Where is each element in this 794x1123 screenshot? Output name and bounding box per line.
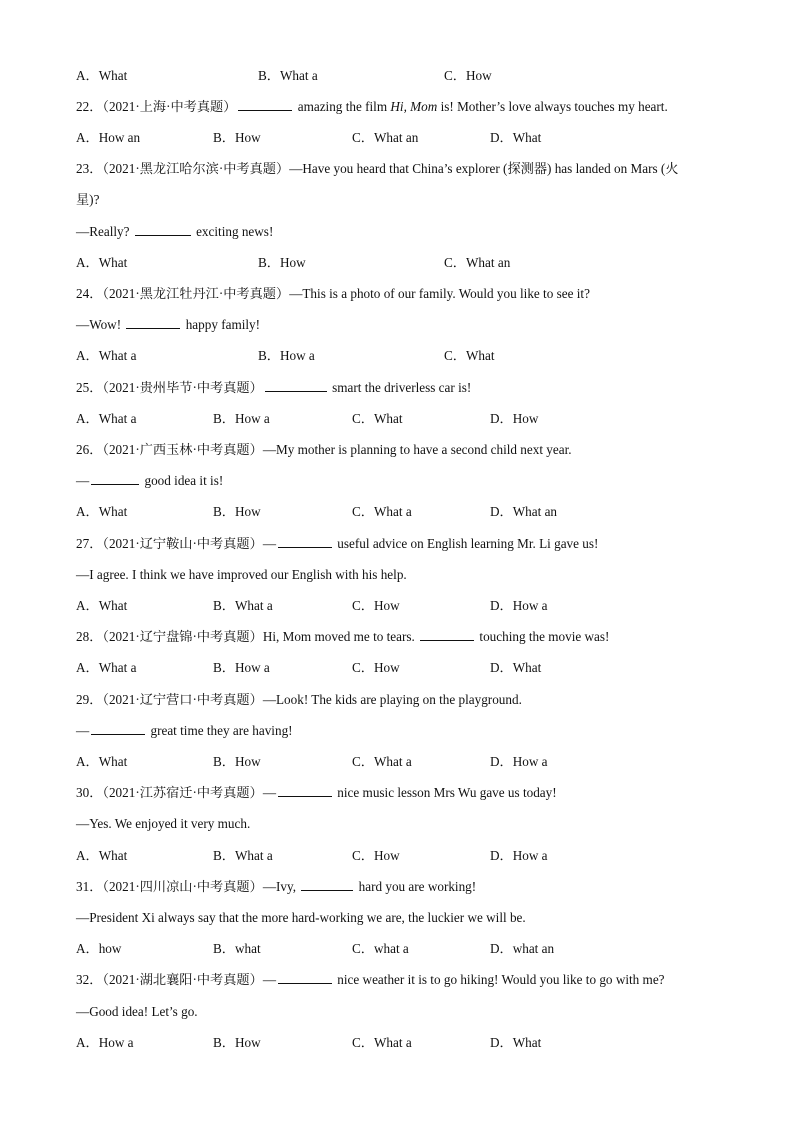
- option-b: B．What a: [213, 598, 273, 613]
- option-c: C．What an: [444, 255, 511, 270]
- option-a: A．What: [76, 754, 128, 769]
- question-25: 25．（2021·贵州毕节·中考真题） smart the driverless car is!: [76, 380, 472, 395]
- option-a: A．What: [76, 598, 128, 613]
- question-source: （2021·贵州毕节·中考真题）: [102, 380, 263, 395]
- option-c: C．What a: [352, 754, 412, 769]
- question-source: （2021·黑龙江牡丹江·中考真题）: [102, 286, 290, 301]
- answer-blank: [278, 972, 332, 984]
- answer-blank: [91, 723, 145, 735]
- option-c: C．What: [352, 411, 403, 426]
- option-c: C．How: [444, 68, 492, 83]
- option-c: C．How: [352, 598, 400, 613]
- option-c: C．What an: [352, 130, 419, 145]
- option-d: D．What: [490, 660, 542, 675]
- option-b: B．How: [213, 130, 261, 145]
- option-a: A．What a: [76, 411, 137, 426]
- question-29: 29．（2021·辽宁营口·中考真题）—Look! The kids are playing on the playground.: [76, 692, 522, 707]
- question-27: 27．（2021·辽宁鞍山·中考真题）— useful advice on English learning Mr. Li gave us!: [76, 536, 599, 551]
- question-28: 28．（2021·辽宁盘锦·中考真题）Hi, Mom moved me to tears. touching the movie was!: [76, 629, 610, 644]
- question-source: （2021·湖北襄阳·中考真题）: [102, 972, 263, 987]
- option-b: B．How: [213, 504, 261, 519]
- option-c: C．What a: [352, 504, 412, 519]
- option-d: D．what an: [490, 941, 555, 956]
- answer-blank: [420, 629, 474, 641]
- option-a: A．What a: [76, 660, 137, 675]
- option-a: A．What: [76, 68, 128, 83]
- option-a: A．What: [76, 255, 128, 270]
- option-b: B．what: [213, 941, 261, 956]
- reply-line: —I agree. I think we have improved our English with his help.: [76, 567, 407, 582]
- option-a: A．How an: [76, 130, 141, 145]
- option-c: C．what a: [352, 941, 409, 956]
- option-b: B．How a: [213, 660, 270, 675]
- question-source: （2021·上海·中考真题）: [102, 99, 237, 114]
- option-d: D．What an: [490, 504, 558, 519]
- reply-line: —Really? exciting news!: [76, 224, 274, 239]
- option-b: B．How a: [213, 411, 270, 426]
- question-source: （2021·辽宁营口·中考真题）: [102, 692, 263, 707]
- reply-line: —Yes. We enjoyed it very much.: [76, 816, 251, 831]
- option-c: C．How: [352, 848, 400, 863]
- reply-line: —Wow! happy family!: [76, 317, 261, 332]
- answer-blank: [278, 785, 332, 797]
- option-b: B．How: [258, 255, 306, 270]
- question-source: （2021·江苏宿迁·中考真题）: [102, 785, 263, 800]
- question-32: 32．（2021·湖北襄阳·中考真题）— nice weather it is to go hiking! Would you like to go with me?: [76, 972, 665, 987]
- question-31: 31．（2021·四川凉山·中考真题）—Ivy, hard you are working!: [76, 879, 477, 894]
- question-22: 22．（2021·上海·中考真题） amazing the film Hi, Mom is! Mother’s love always touches my heart.: [76, 99, 668, 114]
- option-d: D．How: [490, 411, 539, 426]
- option-a: A．What: [76, 848, 128, 863]
- option-c: C．What a: [352, 1035, 412, 1050]
- option-a: A．What a: [76, 348, 137, 363]
- question-23-continued: 星)?: [76, 192, 100, 207]
- option-c: C．How: [352, 660, 400, 675]
- answer-blank: [126, 317, 180, 329]
- option-d: D．What: [490, 1035, 542, 1050]
- reply-line: —President Xi always say that the more hard-working we are, the luckier we will be.: [76, 910, 526, 925]
- answer-blank: [265, 380, 327, 392]
- option-b: B．How: [213, 1035, 261, 1050]
- option-d: D．How a: [490, 598, 548, 613]
- option-d: D．How a: [490, 754, 548, 769]
- reply-line: — good idea it is!: [76, 473, 224, 488]
- option-d: D．What: [490, 130, 542, 145]
- answer-blank: [135, 224, 191, 236]
- answer-blank: [278, 536, 332, 548]
- question-26: 26．（2021·广西玉林·中考真题）—My mother is planning to have a second child next year.: [76, 442, 572, 457]
- reply-line: —Good idea! Let’s go.: [76, 1004, 198, 1019]
- answer-blank: [238, 99, 292, 111]
- option-d: D．How a: [490, 848, 548, 863]
- question-23: 23．（2021·黑龙江哈尔滨·中考真题）—Have you heard that China’s explorer (探测器) has landed on Mars (火: [76, 161, 679, 176]
- answer-blank: [91, 473, 139, 485]
- question-source: （2021·辽宁盘锦·中考真题）: [102, 629, 263, 644]
- option-c: C．What: [444, 348, 495, 363]
- option-b: B．How a: [258, 348, 315, 363]
- question-source: （2021·广西玉林·中考真题）: [102, 442, 263, 457]
- question-30: 30．（2021·江苏宿迁·中考真题）— nice music lesson Mrs Wu gave us today!: [76, 785, 557, 800]
- reply-line: — great time they are having!: [76, 723, 293, 738]
- option-a: A．how: [76, 941, 122, 956]
- question-24: 24．（2021·黑龙江牡丹江·中考真题）—This is a photo of our family. Would you like to see it?: [76, 286, 590, 301]
- question-source: （2021·辽宁鞍山·中考真题）: [102, 536, 263, 551]
- option-b: B．What a: [258, 68, 318, 83]
- option-a: A．How a: [76, 1035, 134, 1050]
- option-b: B．How: [213, 754, 261, 769]
- option-a: A．What: [76, 504, 128, 519]
- question-source: （2021·四川凉山·中考真题）: [102, 879, 263, 894]
- answer-blank: [301, 879, 353, 891]
- question-source: （2021·黑龙江哈尔滨·中考真题）: [102, 161, 290, 176]
- option-b: B．What a: [213, 848, 273, 863]
